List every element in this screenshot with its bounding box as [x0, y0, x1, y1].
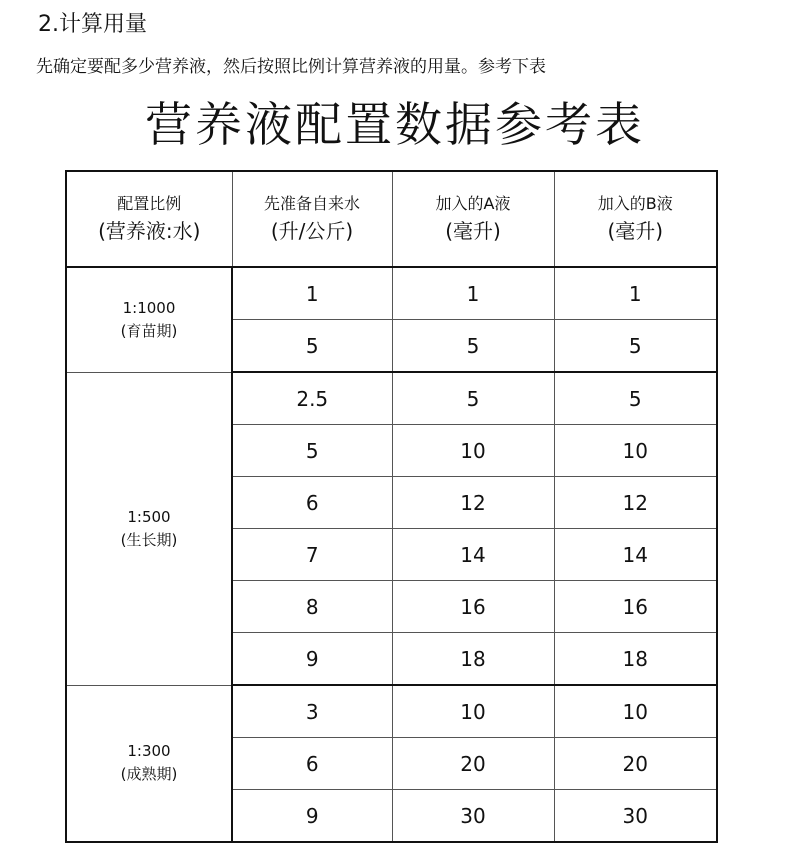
ratio-value: 1:1000: [122, 298, 176, 317]
liquid-a-cell: 1: [392, 267, 554, 320]
liquid-b-cell: 5: [554, 320, 717, 373]
table-body: [66, 267, 717, 842]
header-row: [66, 171, 717, 267]
liquid-a-cell: 16: [392, 581, 554, 633]
liquid-b-cell: 18: [554, 633, 717, 686]
liquid-b-cell: 10: [554, 425, 717, 477]
growth-stage: (生长期): [120, 530, 178, 549]
header-liquid-a: [392, 171, 554, 267]
table-header: [66, 171, 717, 267]
header-liquid-b-line1: 加入的B液: [597, 194, 673, 213]
header-liquid-a-line1: 加入的A液: [435, 194, 511, 213]
ratio-cell-mature: [66, 685, 232, 842]
water-cell: 3: [232, 685, 392, 738]
water-cell: 9: [232, 790, 392, 843]
water-cell: 7: [232, 529, 392, 581]
intro-text: 先确定要配多少营养液，然后按照比例计算营养液的用量。参考下表: [36, 57, 546, 77]
growth-stage: (育苗期): [120, 321, 178, 340]
liquid-b-cell: 10: [554, 685, 717, 738]
header-liquid-b: [554, 171, 717, 267]
ratio-value: 1:500: [127, 507, 171, 526]
header-liquid-a-line2: (毫升): [445, 219, 501, 243]
growth-stage: (成熟期): [120, 765, 178, 784]
header-liquid-b-line2: (毫升): [607, 219, 664, 243]
header-ratio: [66, 171, 232, 267]
liquid-b-cell: 12: [554, 477, 717, 529]
liquid-b-cell: 20: [554, 738, 717, 790]
liquid-a-cell: 10: [392, 425, 554, 477]
table-row: [66, 372, 717, 425]
water-cell: 6: [232, 477, 392, 529]
table-row: [66, 685, 717, 738]
water-cell: 1: [232, 267, 392, 320]
water-cell: 2.5: [232, 372, 392, 425]
header-ratio-line1: 配置比例: [117, 194, 182, 213]
liquid-a-cell: 30: [392, 790, 554, 843]
water-cell: 5: [232, 425, 392, 477]
ratio-cell-growth: [66, 372, 232, 685]
liquid-b-cell: 14: [554, 529, 717, 581]
liquid-b-cell: 30: [554, 790, 717, 843]
liquid-a-cell: 5: [392, 320, 554, 373]
ratio-value: 1:300: [127, 742, 171, 761]
liquid-a-cell: 5: [392, 372, 554, 425]
header-water-line2: (升/公斤): [270, 219, 354, 243]
liquid-b-cell: 1: [554, 267, 717, 320]
liquid-b-cell: 16: [554, 581, 717, 633]
reference-table: [65, 170, 718, 843]
table-title: 营养液配置数据参考表: [145, 98, 645, 153]
water-cell: 9: [232, 633, 392, 686]
liquid-a-cell: 14: [392, 529, 554, 581]
water-cell: 5: [232, 320, 392, 373]
ratio-cell-seedling: [66, 267, 232, 372]
water-cell: 6: [232, 738, 392, 790]
header-water-line1: 先准备自来水: [263, 194, 360, 213]
liquid-a-cell: 20: [392, 738, 554, 790]
liquid-a-cell: 10: [392, 685, 554, 738]
header-ratio-line2: (营养液:水): [98, 219, 201, 243]
table-row: [66, 267, 717, 320]
header-water: [232, 171, 392, 267]
liquid-a-cell: 12: [392, 477, 554, 529]
liquid-a-cell: 18: [392, 633, 554, 686]
section-heading: 2.计算用量: [38, 12, 147, 37]
liquid-b-cell: 5: [554, 372, 717, 425]
water-cell: 8: [232, 581, 392, 633]
